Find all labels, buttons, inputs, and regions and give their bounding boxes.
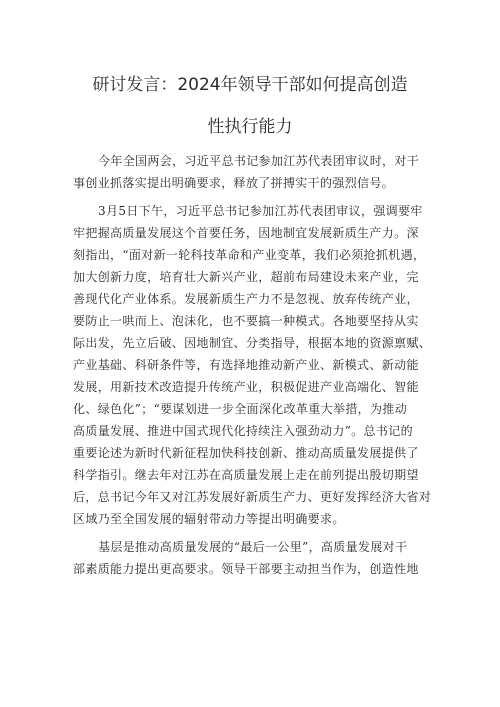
- paragraph-3: [73, 536, 433, 580]
- document-title-line-1: 研讨发言：2024年领导干部如何提高创造: [92, 75, 408, 95]
- paragraph-line: 化、绿色化”；“要谋划进一步全面深化改革重大举措，为推动: [73, 402, 408, 416]
- paragraph-line: 后，总书记今年又对江苏发展好新质生产力、更好发挥经济大省对: [73, 490, 432, 504]
- paragraph-line: 科学指引。继去年对江苏在高质量发展上走在前列提出殷切期望: [73, 468, 419, 482]
- paragraph-line: 高质量发展、推进中国式现代化持续注入强劲动力”。总书记的: [73, 424, 413, 438]
- paragraph-1: [73, 150, 433, 194]
- paragraph-line: 要防止一哄而上、泡沫化，也不要搞一种模式。各地要坚持从实: [73, 314, 419, 328]
- paragraph-line: 事创业抓落实提出明确要求，释放了拼搏实干的强烈信号。: [73, 176, 395, 190]
- paragraph-2: [73, 200, 433, 530]
- paragraph-line: 基层是推动高质量发展的“最后一公里”，高质量发展对干: [98, 540, 408, 554]
- paragraph-line: 重要论述为新时代新征程加快科技创新、推动高质量发展提供了: [73, 446, 419, 460]
- paragraph-line: 区域乃至全国发展的辐射带动力等提出明确要求。: [73, 512, 345, 526]
- paragraph-line: 部素质能力提出更高要求。领导干部要主动担当作为，创造性地: [73, 562, 419, 576]
- paragraph-line: 发展，用新技术改造提升传统产业，积极促进产业高端化、智能: [73, 380, 419, 394]
- document-body: [73, 150, 433, 580]
- document-title-line-2: 性执行能力: [207, 117, 293, 137]
- paragraph-line: 刻指出，“面对新一轮科技革命和产业变革，我们必须抢抓机遇，: [73, 248, 426, 262]
- paragraph-line: 3月5日下午，习近平总书记参加江苏代表团审议，强调要牢: [98, 204, 423, 218]
- paragraph-line: 今年全国两会，习近平总书记参加江苏代表团审议时，对干: [98, 154, 420, 168]
- paragraph-line: 产业基础、科研条件等，有选择地推动新产业、新模式、新动能: [73, 358, 419, 372]
- paragraph-line: 加大创新力度，培育壮大新兴产业，超前布局建设未来产业，完: [73, 270, 419, 284]
- paragraph-line: 善现代化产业体系。发展新质生产力不是忽视、放弃传统产业，: [73, 292, 419, 306]
- paragraph-line: 际出发，先立后破、因地制宜、分类指导，根据本地的资源禀赋、: [73, 336, 432, 350]
- paragraph-line: 牢把握高质量发展这个首要任务，因地制宜发展新质生产力。深: [73, 226, 419, 240]
